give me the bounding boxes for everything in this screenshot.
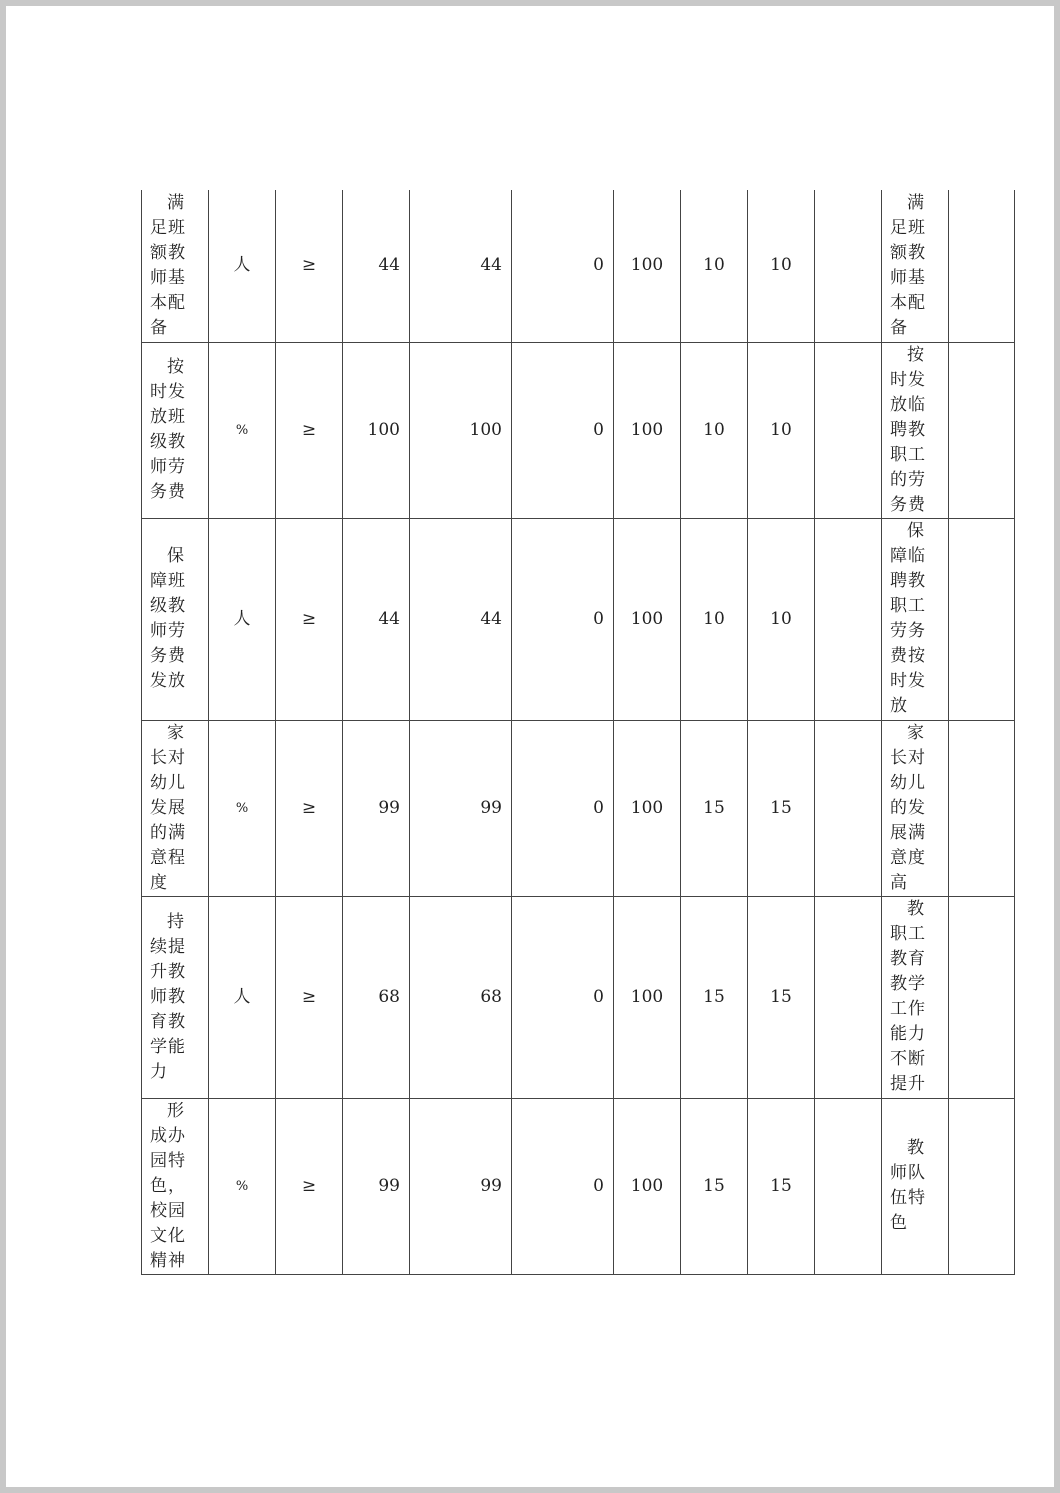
completion-rate-cell: 100 [614, 518, 681, 720]
weight-cell: 15 [681, 1098, 748, 1274]
document-page [6, 6, 1054, 1487]
weight-cell: 10 [681, 190, 748, 342]
indicator-cell: 家长对幼儿发展的满意程度 [142, 720, 209, 896]
operator-cell: ≥ [276, 342, 343, 518]
description-cell: 教师队伍特色 [882, 1098, 949, 1274]
unit-cell: 人 [209, 896, 276, 1098]
unit-cell: 人 [209, 190, 276, 342]
deviation-cell: 0 [512, 1098, 614, 1274]
target-value-cell: 99 [343, 1098, 410, 1274]
weight-cell: 10 [681, 518, 748, 720]
indicator-cell: 满足班额教师基本配备 [142, 190, 209, 342]
score-cell: 15 [748, 896, 815, 1098]
actual-value-cell: 44 [410, 518, 512, 720]
description-cell: 教职工教育教学工作能力不断提升 [882, 896, 949, 1098]
score-cell: 10 [748, 342, 815, 518]
completion-rate-cell: 100 [614, 896, 681, 1098]
table-row [142, 190, 1015, 342]
deviation-cell: 0 [512, 896, 614, 1098]
operator-cell: ≥ [276, 1098, 343, 1274]
completion-rate-cell: 100 [614, 342, 681, 518]
unit-cell: 人 [209, 518, 276, 720]
target-value-cell: 99 [343, 720, 410, 896]
table-row [142, 518, 1015, 720]
operator-cell: ≥ [276, 518, 343, 720]
score-cell: 15 [748, 720, 815, 896]
extra-cell [949, 190, 1015, 342]
completion-rate-cell: 100 [614, 190, 681, 342]
target-value-cell: 44 [343, 518, 410, 720]
deviation-cell: 0 [512, 190, 614, 342]
extra-cell [949, 1098, 1015, 1274]
operator-cell: ≥ [276, 720, 343, 896]
deviation-cell: 0 [512, 518, 614, 720]
actual-value-cell: 100 [410, 342, 512, 518]
score-cell: 10 [748, 518, 815, 720]
note-cell [815, 1098, 882, 1274]
score-cell: 15 [748, 1098, 815, 1274]
operator-cell: ≥ [276, 190, 343, 342]
actual-value-cell: 99 [410, 1098, 512, 1274]
actual-value-cell: 44 [410, 190, 512, 342]
table-row [142, 720, 1015, 896]
description-cell: 满足班额教师基本配备 [882, 190, 949, 342]
table-row [142, 896, 1015, 1098]
extra-cell [949, 896, 1015, 1098]
target-value-cell: 44 [343, 190, 410, 342]
table-row [142, 1098, 1015, 1274]
indicator-cell: 保障班级教师劳务费发放 [142, 518, 209, 720]
score-cell: 10 [748, 190, 815, 342]
actual-value-cell: 99 [410, 720, 512, 896]
target-value-cell: 100 [343, 342, 410, 518]
extra-cell [949, 720, 1015, 896]
note-cell [815, 342, 882, 518]
unit-cell: % [209, 1098, 276, 1274]
note-cell [815, 720, 882, 896]
unit-cell: % [209, 720, 276, 896]
weight-cell: 15 [681, 896, 748, 1098]
description-cell: 家长对幼儿的发展满意度高 [882, 720, 949, 896]
note-cell [815, 896, 882, 1098]
deviation-cell: 0 [512, 720, 614, 896]
deviation-cell: 0 [512, 342, 614, 518]
extra-cell [949, 518, 1015, 720]
description-cell: 按时发放临聘教职工的劳务费 [882, 342, 949, 518]
indicator-cell: 形成办园特色，校园文化精神 [142, 1098, 209, 1274]
performance-indicator-table [141, 190, 1015, 1275]
target-value-cell: 68 [343, 896, 410, 1098]
completion-rate-cell: 100 [614, 720, 681, 896]
operator-cell: ≥ [276, 896, 343, 1098]
weight-cell: 10 [681, 342, 748, 518]
table-row [142, 342, 1015, 518]
note-cell [815, 190, 882, 342]
description-cell: 保障临聘教职工劳务费按时发放 [882, 518, 949, 720]
indicator-cell: 持续提升教师教育教学能力 [142, 896, 209, 1098]
extra-cell [949, 342, 1015, 518]
unit-cell: % [209, 342, 276, 518]
indicator-cell: 按时发放班级教师劳务费 [142, 342, 209, 518]
completion-rate-cell: 100 [614, 1098, 681, 1274]
actual-value-cell: 68 [410, 896, 512, 1098]
note-cell [815, 518, 882, 720]
weight-cell: 15 [681, 720, 748, 896]
